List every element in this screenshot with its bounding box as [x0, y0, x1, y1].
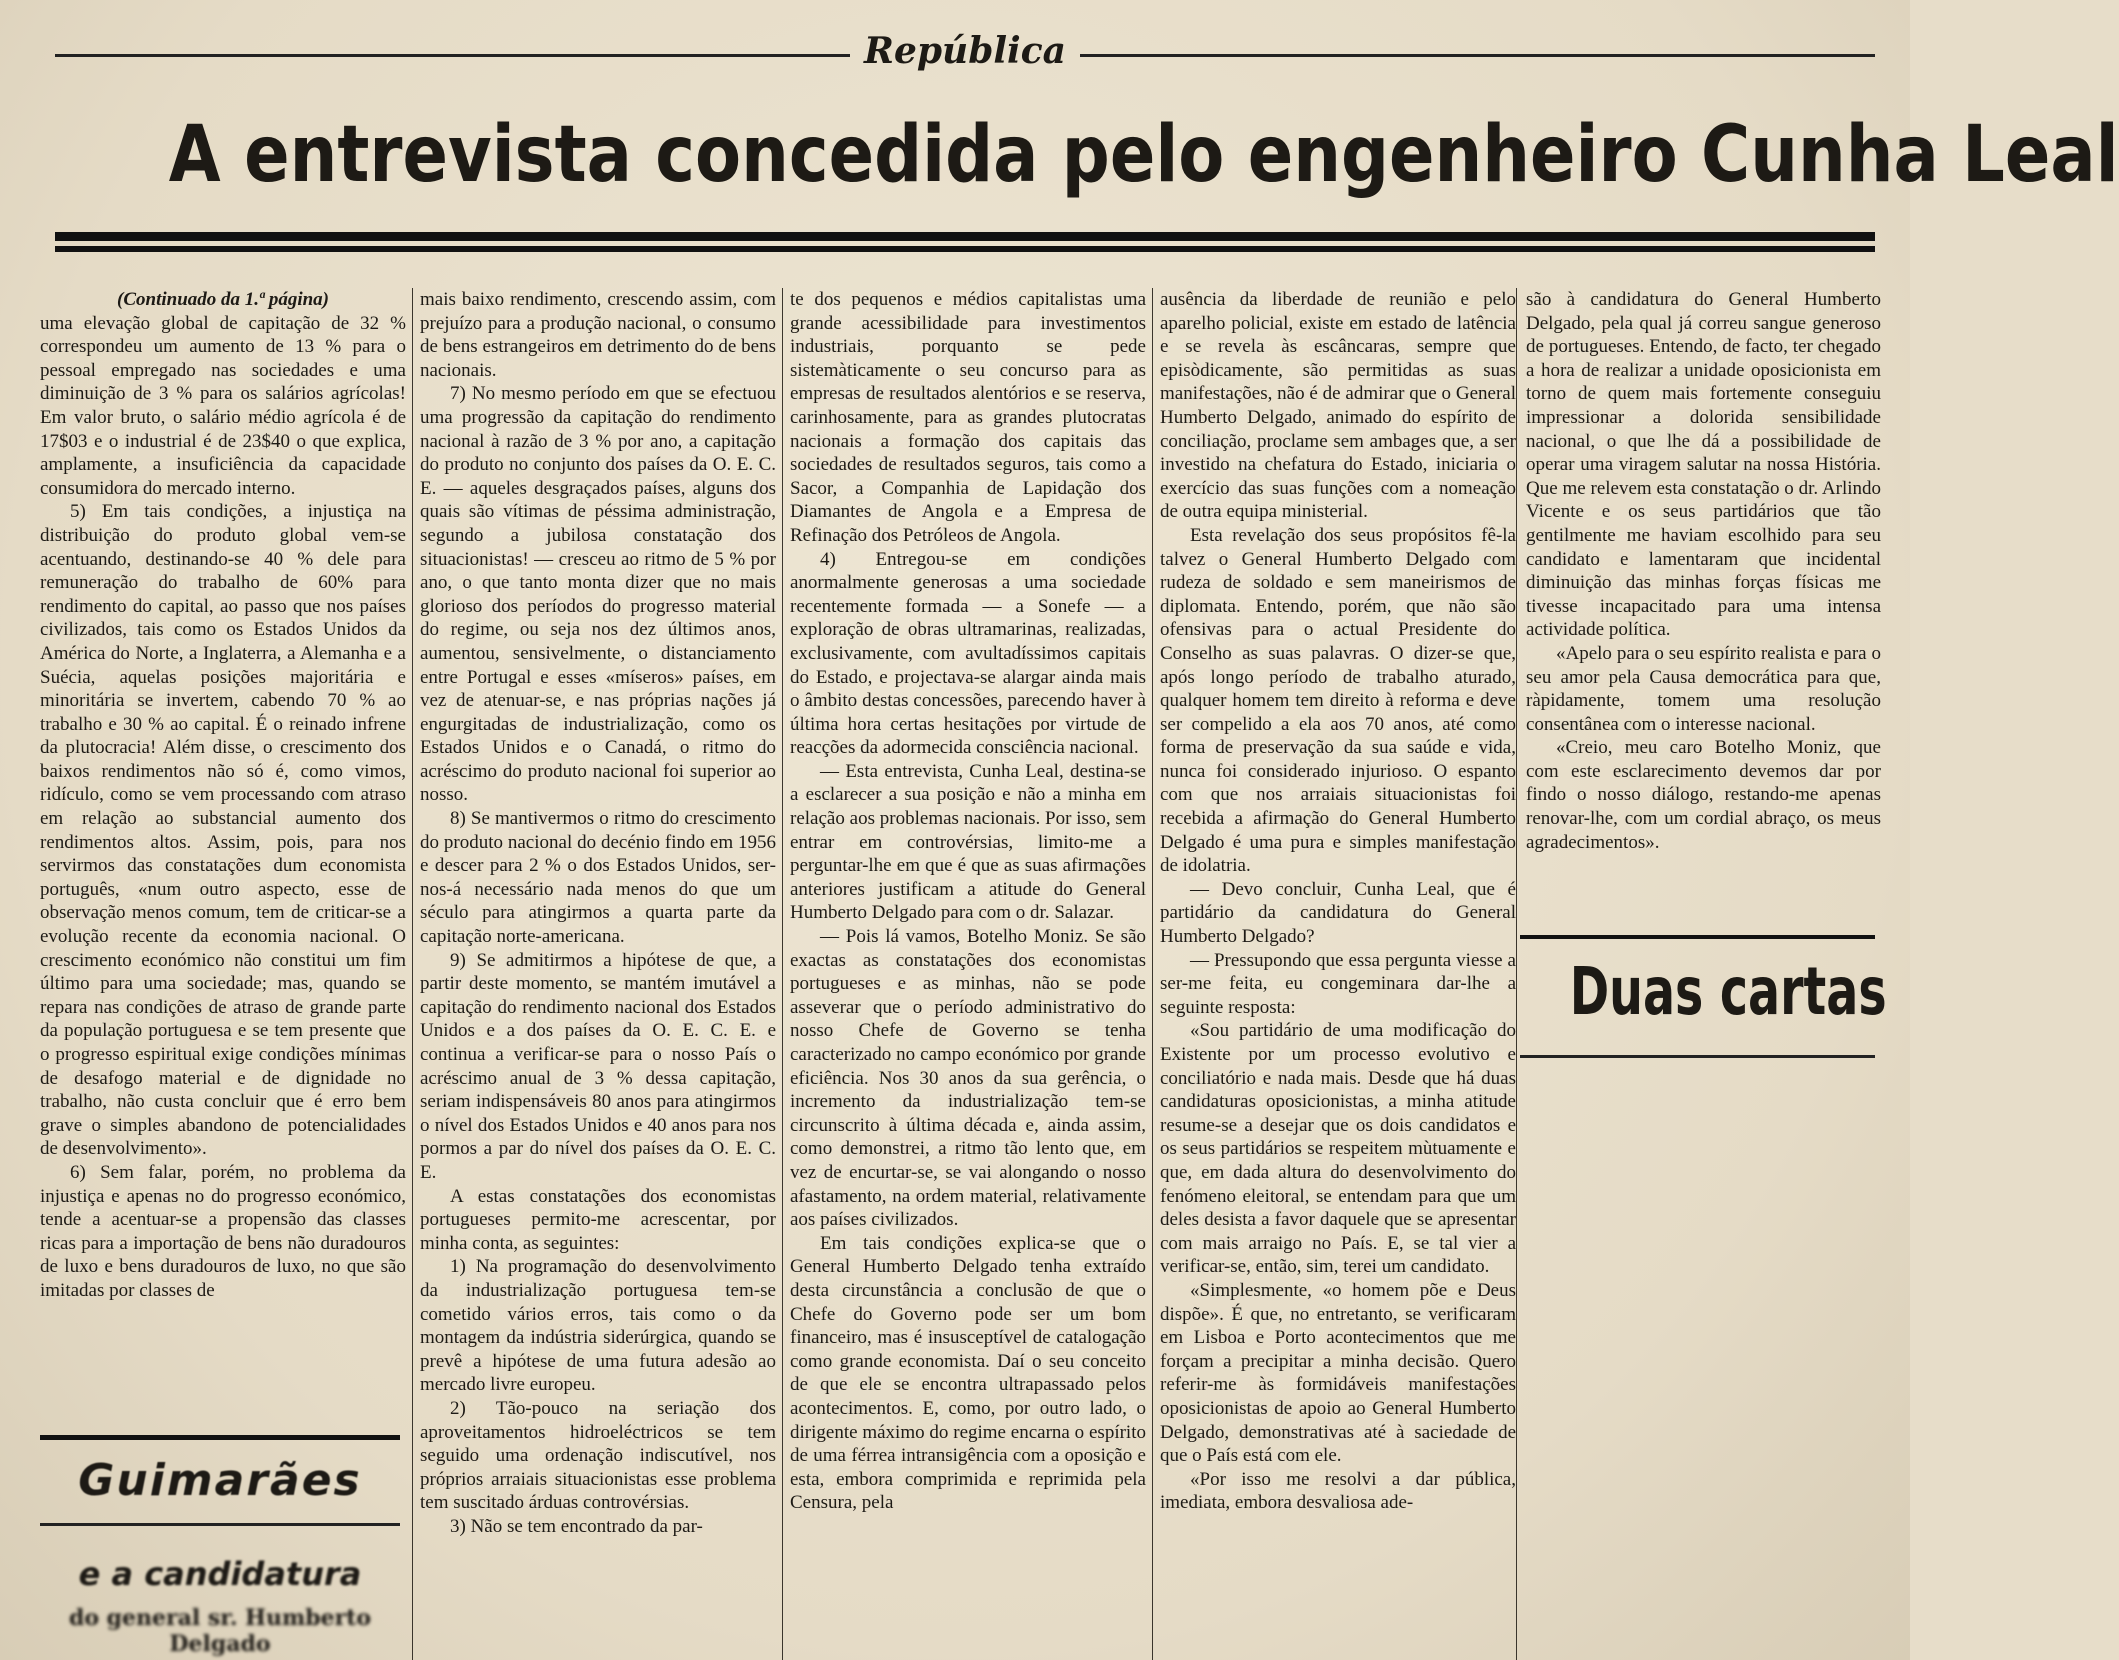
paragraph: «Creio, meu caro Botelho Moniz, que com este esclarecimento devemos dar por findo o nosso diálogo, restando-me apenas renovar-lhe, com um cordial abraço, os meus agradecimentos».: [1526, 737, 1881, 853]
box-rule: [40, 1435, 400, 1440]
section-rule: [1520, 935, 1875, 939]
paragraph: ausência da liberdade de reunião e pelo aparelho policial, existe em estado de latência e se revela às escâncaras, sempre que episòdicamente, são permitidas as suas manifestações, não é de admirar que o General Humberto Delgado, animado do espírito de conciliação, proclame sem ambages que, a ser investido na chefatura do Estado, iniciaria o exercício das suas funções com a nomeação de outra equipa ministerial.: [1160, 289, 1516, 523]
masthead: [55, 30, 1875, 74]
article-column-1: [40, 288, 406, 1428]
paragraph: 7) No mesmo período em que se efectuou uma progressão da capitação do rendimento nacional à razão de 3 % por ano, a capitação do produto no conjunto dos países da O. E. C. E. — aqueles desgraçados países, alguns dos quais são vítimas de péssima administração, segundo a jubilosa constatação dos situacionistas! — cresceu ao ritmo de 5 % por ano, o que tanto monta dizer que no mais glorioso dos períodos do progresso material do regime, ou seja nos dez últimos anos, aumentou, sensivelmente, o distanciamento entre Portugal e esses «míseros» países, em vez de atenuar-se, e nas próprias nações já engurgitadas de industrialização, como os Estados Unidos e o Canadá, o ritmo do acréscimo do produto nacional foi superior ao nosso.: [420, 383, 776, 806]
guimaraes-subtitle-2: do general sr. Humberto Delgado: [68, 1605, 372, 1657]
paragraph: são à candidatura do General Humberto Delgado, pela qual já correu sangue generoso de portugueses. Entendo, de facto, ter chegado a hora de realizar a unidade oposicionista em torno de quem mais fortemente conseguiu impressionar a dolorida sensibilidade nacional, o que lhe dá a possibilidade de operar uma viragem salutar na nossa História. Que me relevem esta constatação o dr. Arlindo Vicente e os seus partidários que tão gentilmente me haviam escolhido para seu candidato e lamentaram que incidental diminuição das minhas forças físicas me tivesse incapacitado para uma intensa actividade política.: [1526, 289, 1881, 641]
paragraph: mais baixo rendimento, crescendo assim, com prejuízo para a produção nacional, o consumo de bens estrangeiros em detrimento do de bens nacionais.: [420, 289, 776, 381]
paragraph: «Simplesmente, «o homem põe e Deus dispõe». É que, no entretanto, se verificaram em Lisboa e Porto acontecimentos que me forçam a precipitar a minha decisão. Quero referir-me às formidáveis manifestações oposicionistas de apoio ao General Humberto Delgado, demonstrativas até à saciedade de que o País está com ele.: [1160, 1279, 1516, 1467]
paragraph: uma elevação global de capitação de 32 % correspondeu um aumento de 13 % para o pessoal empregado nas sociedades e uma diminuição de 3 % para os salários agrícolas! Em valor bruto, o salário médio agrícola é de 17$03 e o industrial é de 23$40 o que explica, amplamente, a insuficiência da capacidade consumidora do mercado interno.: [40, 312, 406, 499]
section-rule: [1520, 1055, 1875, 1058]
column-separator: [782, 288, 783, 1660]
paragraph: Em tais condições explica-se que o General Humberto Delgado tenha extraído desta circunstância a conclusão de que o Chefe do Governo pode ser um bom financeiro, mas é insusceptível de catalogação como grande economista. Daí o seu conceito de que ele se encontra ultrapassado pelos acontecimentos. E, como, por outro lado, o dirigente máximo do regime encarna o espírito de uma férrea intransigência com a oposição e esta, embora comprimida e reprimida pela Censura, pela: [790, 1232, 1146, 1514]
article-column-3: [790, 288, 1146, 1660]
paragraph: — Esta entrevista, Cunha Leal, destina-se a esclarecer a sua posição e não a minha em relação aos problemas nacionais. Por isso, sem entrar em controvérsias, limito-me a perguntar-lhe em que é que as suas afirmações anteriores justificam a atitude do General Humberto Delgado para com o dr. Salazar.: [790, 760, 1146, 924]
paragraph: te dos pequenos e médios capitalistas uma grande acessibilidade para investimentos industriais, porquanto se pede sistemàticamente o seu concurso para as empresas de resultados alentórios e se reserva, carinhosamente, para as grandes plutocratas nacionais a formação dos capitais das sociedades de resultados seguros, tais como a Sacor, a Companhia de Lapidação dos Diamantes de Angola e a Empresa de Refinação dos Petróleos de Angola.: [790, 289, 1146, 546]
paragraph: 3) Não se tem encontrado da par-: [450, 1515, 703, 1537]
paragraph: 9) Se admitirmos a hipótese de que, a partir deste momento, se mantém imutável a capitação do rendimento nacional dos Estados Unidos e a dos países da O. E. C. E. e continua a verificar-se para o nosso País o acréscimo anual de 3 % dessa capitação, seriam indispensáveis 80 anos para atingirmos o nível dos Estados Unidos e 40 anos para nos pormos a par do nível dos países da O. E. C. E.: [420, 949, 776, 1183]
duas-cartas-title: Duas cartas: [1569, 953, 1887, 1030]
guimaraes-title: Guimarães: [78, 1455, 362, 1506]
paragraph: 4) Entregou-se em condições anormalmente generosas a uma sociedade recentemente formada — a Sonefe — a exploração de obras ultramarinas, realizadas, exclusivamente, com avultadíssimos capitais do Estado, e projectava-se alargar ainda mais o âmbito destas concessões, parecendo haver à última hora certas hesitações por virtude de reacções da adormecida consciência nacional.: [790, 548, 1146, 759]
paragraph: «Apelo para o seu espírito realista e para o seu amor pela Causa democrática para que, ràpidamente, tomem uma resolução consentânea com o interesse nacional.: [1526, 642, 1881, 735]
paragraph: A estas constatações dos economistas portugueses permito-me acrescentar, por minha conta, as seguintes:: [420, 1185, 776, 1254]
paragraph: «Sou partidário de uma modificação do Existente por um processo evolutivo e conciliatório e nada mais. Desde que há duas candidaturas oposicionistas, a minha atitude resume-se a desejar que os dois candidatos e os seus partidários se respeitem mùtuamente e que, em dada altura do desenvolvimento do fenómeno eleitoral, se entendam para que um deles desista a favor daquele que se apresentar com mais arraigo no País. E, se tal vier a verificar-se, então, sim, terei um candidato.: [1160, 1020, 1516, 1278]
paragraph: Esta revelação dos seus propósitos fê-la talvez o General Humberto Delgado com rudeza de soldado e sem maneirismos de diplomata. Entendo, porém, que não são ofensivas para o actual Presidente do Conselho as suas palavras. O dizer-se que, após longo período de trabalho aturado, qualquer homem tem direito à reforma e deve ser compelido a ela aos 70 anos, até como forma de preservação da sua saúde e vida, nunca foi considerado injurioso. O espanto com que nos arraiais situacionistas foi recebida a afirmação do General Humberto Delgado é uma pura e simples manifestação de idolatria.: [1160, 524, 1516, 877]
paragraph: 1) Na programação do desenvolvimento da industrialização portuguesa tem-se cometido vários erros, tais como o da montagem da indústria siderúrgica, quando se prevê a hipótese de uma futura adesão ao mercado livre europeu.: [420, 1256, 776, 1396]
article-column-2: [420, 288, 776, 1660]
paragraph: — Devo concluir, Cunha Leal, que é partidário da candidatura do General Humberto Delgado?: [1160, 878, 1516, 948]
paragraph: — Pois lá vamos, Botelho Moniz. Se são exactas as constatações dos economistas portugueses e as minhas, não se pode asseverar que o período administrativo do nosso Chefe de Governo se tenha caracterizado no campo económico por grande eficiência. Nos 30 anos da sua gerência, o incremento da industrialização tem-se circunscrito à última década e, ainda assim, como demonstrei, a ritmo tão lento que, em vez de encurtar-se, se vai alongando o nosso afastamento, na ordem material, relativamente aos países civilizados.: [790, 926, 1146, 1231]
column-separator: [412, 288, 413, 1660]
column-separator: [1516, 288, 1517, 1660]
paragraph: «Por isso me resolvi a dar pública, imediata, embora desvaliosa ade-: [1160, 1468, 1516, 1514]
article-column-4: [1160, 288, 1516, 1660]
continued-note: (Continuado da 1.ª página): [117, 289, 329, 310]
paragraph: 5) Em tais condições, a injustiça na distribuição do produto global vem-se acentuando, destinando-se 40 % dele para remuneração do trabalho de 60% para rendimento do capital, ao passo que nos países civilizados, tais como os Estados Unidos da América do Norte, a Inglaterra, a Alemanha e a Suécia, aquelas posições majoritária e minoritária se invertem, cabendo 70 % ao trabalho e 30 % ao capital. É o reinado infrene da plutocracia! Além disse, o crescimento dos baixos rendimentos não só é, como vimos, ridículo, como se vem processando com atraso em relação ao substancial aumento dos rendimentos altos. Assim, pois, para nos servirmos das constatações dum economista português, «num outro aspecto, esse de observação menos comum, tem de criticar-se a evolução recente da economia nacional. O crescimento económico não constitui um fim último para uma sociedade; mas, quando se repara nas condições de atraso de grande parte da população portuguesa e se tem presente que o progresso espiritual exige condições mínimas de desafogo material e de dignidade no trabalho, não custa concluir que é erro bem grave o simples abandono de potencialidades de desenvolvimento».: [40, 501, 406, 1160]
masthead-rule-right: [1080, 54, 1875, 57]
column-separator: [1152, 288, 1153, 1660]
headline-rule-bottom: [55, 246, 1875, 252]
masthead-rule-left: [55, 54, 850, 57]
masthead-name: República: [864, 30, 1066, 72]
article-column-5: [1526, 288, 1881, 928]
paragraph: 8) Se mantivermos o ritmo do crescimento do produto nacional do decénio findo em 1956 e descer para 2 % o dos Estados Unidos, ser-nos-á necessário nada menos do que um século para atingirmos a quarta parte da capitação norte-americana.: [420, 808, 776, 948]
headline: A entrevista concedida pelo engenheiro Cunha Leal: [168, 110, 2119, 200]
paragraph: 6) Sem falar, porém, no problema da injustiça e apenas no do progresso económico, tende a acentuar-se a propensão das classes ricas para a importação de bens não duradouros de luxo e bens duradouros de luxo, no que são imitadas por classes de: [40, 1161, 406, 1301]
paragraph: — Pressupondo que essa pergunta viesse a ser-me feita, eu congeminara dar-lhe a seguinte resposta:: [1160, 949, 1516, 1018]
paragraph: 2) Tão-pouco na seriação dos aproveitamentos hidroeléctricos se tem seguido uma ordenação indiscutível, nos próprios arraiais situacionistas esse problema tem suscitado árduas controvérsias.: [420, 1397, 776, 1514]
box-rule: [40, 1523, 400, 1526]
guimaraes-subtitle: e a candidatura: [78, 1555, 362, 1593]
headline-rule-top: [55, 232, 1875, 241]
guimaraes-box: [40, 1435, 400, 1660]
